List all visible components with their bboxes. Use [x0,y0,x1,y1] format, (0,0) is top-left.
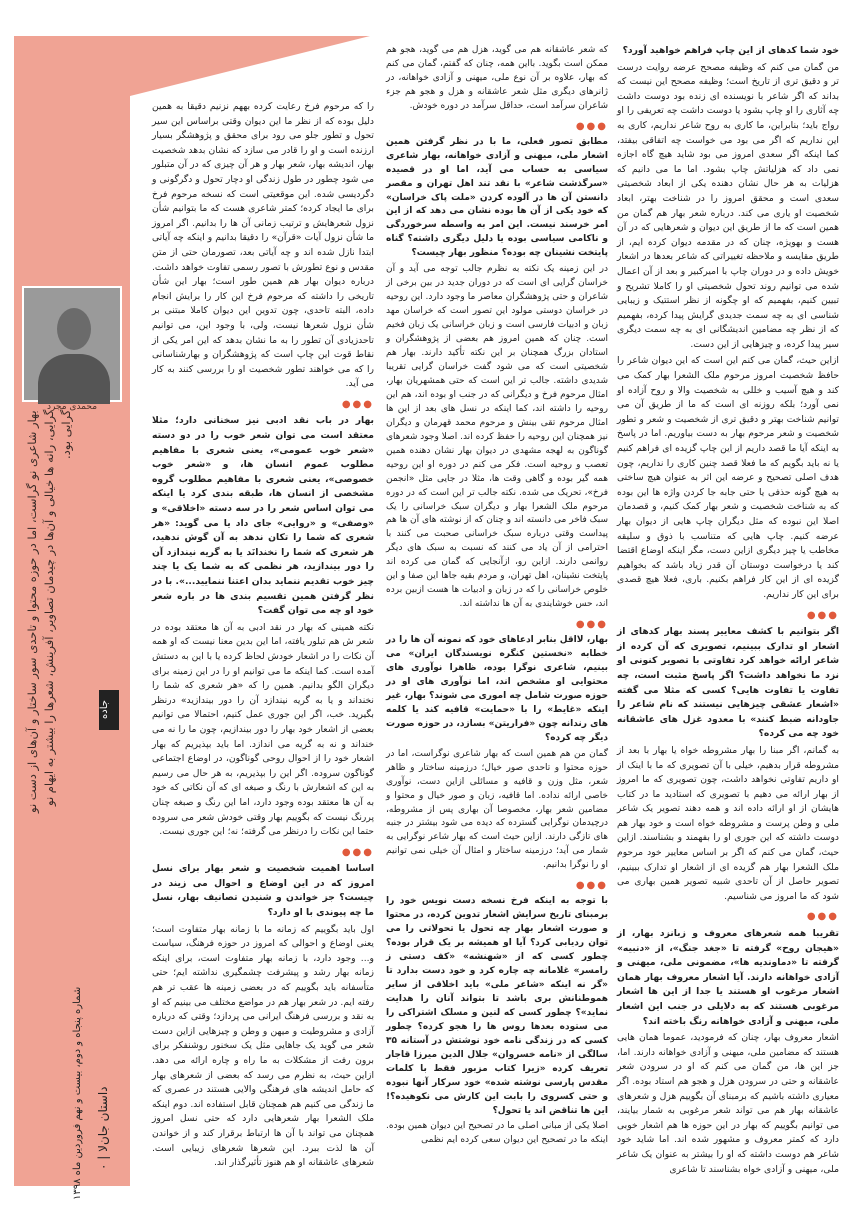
question-heading: اساسا اهمیت شخصیت و شعر بهار برای نسل امروز که در این اوضاع و احوال می زیند در چیست؟ جز خواندن و شنیدن تصانیف بهار، نسل ما چه پیوندی با او دارد؟ [152,863,374,919]
photo-body [38,354,110,404]
question-heading: بهار، لااقل بنابر ادعاهای خود که نمونه آن ها را در خطابه «نخستین کنگره نویسندگان ایران» می بینیم، شاعری نوگرا بوده، ظاهرا نوآوری های محتوایی او مشخص اند، اما نوآوری های او در حوزه صورت شامل چه اموری می شوند؟ بهار، غیر اینکه «غایط» را با «حمایت» قافیه کند یا کلمه های رندانه چون «فراریتن» بسازد، در حوزه صورت دیگر چه کرده؟ [386,635,608,743]
section-dots: ●●● [575,120,608,132]
question-heading: بهار در باب نقد ادبی نیز سخنانی دارد؛ مثلا معتقد است می توان شعر خوب را در دو دسته «شعر خوب عمومی»، یعنی شعری با مفاهیم مطلوب عموم انسان ها، و «شعر خوب خصوصی»، یعنی شعری با مفاهیم مطلوب گروه مشخصی از انسان ها، طبقه بندی کرد یا اینکه می توان اساس شعر را در سه دسته «اخلاقی» و «وصفی» و «روایی» جای داد یا می گوید: «هر شعری که شما را تکان ندهد به آن گوش ندهید، هر شعری که شما را نخندانَد یا به گریه نیندازد آن را دور بیندازید، هر نظمی که به شما یک یا چند چیز خوب تقدیم ننماید بدان اعتنا ننمایید...». با در نظر گرفتن همین تقسیم بندی ها در باره شعر خود او چه می توان گفت؟ [152,415,374,617]
answer-paragraph: به گمانم، اگر مبنا را بهار مشروطه خواه یا بهار با بعد از مشروطه قرار بدهیم، خیلی با آن تصویری که ما با اینک از او داریم تفاوتی نخواهد داشت، چون تصویری که ما امروز از بهار ارائه می دهیم با تصویری که استادید ما در کتاب هایشان از او ارائه داده اند و همه دهند تصویر یک شاعر ملی و وطن پرست و مشروطه خواه است و خود بهار هم دوست داشته که این جوری او را بفهمند و بشناسند. ازاین حیث، گمان می کنم که اگر بر اساس معاییر خود مرحوم ملک الشعرا بهار هم گزیده ای از اشعار او تدارک ببینیم، تصویر حاصل از آن تاحدی شبیه تصویر همین بهاری می شود که ما امروز می شناسیم. [617,744,839,902]
column-1 [617,44,839,1184]
page-number: ۰ [96,1163,110,1170]
section-dots: ●●● [575,880,608,892]
author-photo [22,286,122,402]
question-heading: با توجه به اینکه فرخ نسخه دست نویس خود را برمبنای تاریخ سرایش اشعار تدوین کرده، در محتوا و صورت اشعار بهار چه تحول یا تحولاتی را می توان ردیابی کرد؟ آیا او همیشه بر یک قرار بوده؟ چطور کسی که از «شهنشه» «کف دستی ز رامسر» غلامانه چه چاره کرد و خود دست بدارد تا «گر نه اینکه «شاعر ملی» باید اخلاقی از سایر هموطنانش بری باشد تا بتواند آنان را هدایت نماید»؟ چطور کسی که لنین و مسلک اشتراکی را می ستوده بعدها روس ها را هجو کرده؟ چطور کسی که در زندگی نامه خود نوشتش در آستانه ۳۵ سالگی از «نامه خسروان» جلال الدین میرزا قاجار تعریف کرده «زیرا کتاب مزبور فقط با کلمات مقدس پارسی نوشته شده» خود سرکار آنها نبوده و حتی کسروی را بابت این کارش می نکوهیده؟! این ها تناقض اند یا تحول؟ [386,896,608,1116]
section-name: داستان جان‌لا [96,1086,110,1152]
answer-paragraph: اول باید بگوییم که زمانه ما با زمانه بهار متفاوت است؛ یعنی اوضاع و احوالی که امروز در حوزه فرهنگ، سیاست و... وجود دارد، با زمانه بهار متفاوت است، برای اینکه زمانه بهار رشد و پیشرفت چشمگیری نداشته ایم؛ حتی متأسفانه باید بگوییم که در بعضی زمینه ها عقب تر هم رفته ایم. در شعر بهار هم در مواضع مختلف می بینیم که او به نقد و بررسی فرهنگ ایرانی می پردازد؛ وقتی که درباره آزادی و مشروطیت و میهن و وطن و چیزهایی ازاین دست شعر می گوید یک جاهایی مثل یک سخنور روشنفکر برای برون رفت از مشکلات به ما راه و چاره ارائه می دهد. ازاین حیث، به نظرم می رسد که بعضی از شعرهای بهار که حامل اندیشه های فرهنگی والایی هستند در عصری که ما زندگی می کنیم هم همچنان قابل استفاده اند. دوم اینکه ملک الشعرا بهار شعرهایی دارد که حتی نسل امروز همچنان می تواند با آن ها ارتباط برقرار کند و از خواندن آن ها لذت ببرد. این شعرها شعرهای زیبایی است. شعرهای عاشقانه او هم هنوز تأثیرگذار اند. [152,923,374,1169]
answer-paragraph: را که مرحوم فرخ رعایت کرده بههم نزنیم دقیقا به همین دلیل بوده که از نظر ما این دیوان وقتی براساس این سیر تحول و تطور جلو می رود برای محقق و پژوهشگر بسیار ارزنده است و او را قادر می سازد که نشان بدهد شخصیت بهار، اندیشه بهار، شعر بهار و هر آن چیزی که در آن متبلور می شود چطور در طول زندگی او دچار تحول و دگرگونی و دگردیسی شده. این موقعیتی است که نسخه مرحوم فرخ برای ما ایجاد کرده؛ کمتر شاعری هست که ما بتوانیم شأن نزول شعرهایش و ترتیب زمانی آن ها را بدانیم. اگر امروز ما شأن نزول آیات «قرآن» را دقیقا بدانیم و اینکه چه آیاتی ابتدا نازل شده اند و چه آیاتی بعد، تصورمان حتی از متن مقدس و نوع تطورش با تصور رسمی تفاوت خواهد داشت. درباره دیوان بهار هم همین طور است؛ بهار این شأن تاریخی را داشته که مرحوم فرخ این کار را برایش انجام داده، البته تاحدی، چون تدوین این دیوان کاملا مبتنی بر شأن نزول شعرها نیست، ولی، با وجود این، می توانیم تاحدزیادی آن تطور را به ما نشان بدهد که این امر یکی از نقاط قوت این چاپ است که پژوهشگران و بهارشناسانی را که می خواهند تطور شخصیت او را بررسی کنند به کار می آید. [152,101,374,390]
section-title: ۰ | داستان جان‌لا [96,1086,110,1170]
photo-head [57,308,91,350]
section-dots: ●●● [806,609,839,621]
question-heading: تقریبا همه شعرهای معروف و زبانزد بهار، از «هیجان روح» گرفته تا «جغد جنگ»، از «دنبیه» گرفته تا «دماوندیه ها»، مضمونی ملی، میهنی و آزادی خواهانه دارند. آیا اشعار معروف بهار همان اشعار مرغوب او هستند یا جدا از این ها اشعار مرغوبی هستند که به دلایلی در جنب این اشعار ملی، میهنی و آزادی خواهانه رنگ باخته اند؟ [617,928,839,1027]
answer-paragraph: اصلا یکی از مبانی اصلی ما در تصحیح این دیوان همین بوده. اینکه ما در تصحیح این دیوان سعی کرده ایم نظمی [386,1121,608,1146]
magazine-logo: جاده [99,690,119,730]
section-dots: ●●● [341,846,374,858]
question-heading: مطابق تصور فعلی، ما با در نظر گرفتن همین اشعار ملی، میهنی و آزادی خواهانه، بهار شاعری سیاسی به حساب می آید، اما او در قصیده «سرگذشت شاعر» با نقد تند اهل تهران و مقصر دانستن آن ها در آلوده کردن «ملت پاک خراسان» که خود یکی از آن ها بوده نشان می دهد که از این امر خرسند نیست. این امر به واسطه سرخوردگی و ناکامی سیاسی بوده یا دلیل دیگری داشته؟ گناه پایتخت نشینان چه بوده؟ منظور بهار چیست؟ [386,136,608,259]
column-2 [386,44,608,1184]
section-dots: ●●● [806,911,839,923]
pull-quote: بهار شاعری نو گراست، اما در حوزه محتوا و تاحدی سور ساختار و آن‌های از دست نو گرایی، رانه ها خیالی و آن‌ها در چیدمان تصاویر، آفرینش، شعر‌ها را بیشتر به ایهام نو گرایی بود. [25,410,73,813]
answer-paragraph: اشعار معروف بهار، چنان که فرمودید، عموما همان هایی هستند که مضامین ملی، میهنی و آزادی خواهانه دارند. اما، جز این ها، من گمان می کنم که او در سرودن شعر عاشقانه و حتی در سرودن هزل و هجو هم استاد بوده. اگر معیاری داشته باشیم که برمبنای آن بگوییم هزل و شعرهای عاشقانه بهار هم می تواند شعر مرغوبی به شمار بیایند، می توانیم بگوییم که بهار در این حوزه ها هم اشعار خوبی دارد که کمتر معروف و مشهور شده اند. اما شاید خود شاعر هم دوست داشته که او را بیشتر به عنوان یک شاعر ملی، میهنی و آزادی خواه بشناسند تا شاعری [617,1032,839,1175]
corner-decoration [130,36,370,96]
question-heading: خود شما کدهای از این چاپ فراهم خواهید آورد؟ [622,45,839,56]
answer-paragraph: گمان من هم همین است که بهار شاعری نوگراست، اما در حوزه محتوا و تاحدی صور خیال؛ درزمینه ساختار و ظاهر شعر، مثل وزن و قافیه و مسائلی ازاین دست، نوآوری خاصی ارائه نداده. اما قافیه، زبان و صور خیال و محتوا و مضامین شعر بهار، مخصوصا آن بهاری پس از مشروطه، درچیدمان نوگرایی گسترده که دیده می شود بیشتر در جنبه های تازگی دارند. ازاین حیث است که بهار شاعر نوگرایی به شمار می آید؛ درزمینه ساختار و امثال آن خیلی نمی توانیم او را نوگرا بدانیم. [386,748,608,871]
column-3 [152,100,374,1180]
answer-paragraph: من گمان می کنم که وظیفه مصحح عرضه روایت درست تر و دقیق تری از تاریخ است؛ وظیفه مصحح این نیست که بداند که اگر شاعر با نویسنده ای زنده بود دوست داشت چه آثاری را او چاپ بشود یا دوست داشت چه تعریفی را او رواج باید؛ بنابراین، ما کاری به روح شاعر نداریم، کاری به این نداریم که اگر می بود می خواست چه اتفاقی بیفتد، کما اینکه اگر سعدی امروز می بود شاید هیچ گاه اجازه نمی داد که هزلیاتش چاپ بشود. اما ما می دانیم که هزلیات به هر حال نشان دهنده یکی از ابعاد شخصیتی سعدی است و محقق امروز را در شناخت بهتر، ابعاد شخصیت او یاری می کند. درباره شعر بهار هم گمان من همین است که ما از طریق این دیوان و شعرهایی که در آن هست و بهویژه، چنان که در مقدمه دیوان کرده ایم، از طریق مقایسه و ملاحظه تغییراتی که شاعر بعدها در اشعار خویش داده و در دوران چاپ با امیرکبیر و بعد از آن اعمال شده می توانیم روند تحول شخصیتی او را کاملا تشریح و تبیین کنیم، بفهمیم که او چگونه از نظر استتیک و زیبایی شناسی ای به چه سمت جدیدی گرایش پیدا کرده، بفهمیم که از نظر چه مضامین اندیشگانی ای به چه سمت دیگری سیر پیدا کرده، و چیزهایی از این دست. [617,61,839,350]
answer-paragraph: که شعر عاشقانه هم می گوید، هزل هم می گوید، هجو هم ممکن است بگوید. بااین همه، چنان که گفتم، گمان می کنم که بهار، علاوه بر آن نوع ملی، میهنی و آزادی خواهانه، در ژانرهای دیگری مثل شعر عاشقانه و هزل و هجو هم جزء شاعران سرآمد است، حداقل سرآمد در دوره خودش. [386,45,608,111]
section-dots: ●●● [341,398,374,410]
answer-paragraph: ازاین حیث، گمان می کنم این است که این دیوان شاعر را حافظ شخصیت امروز مرحوم ملک الشعرا بهار کمک می کند و هیچ آسیب و خللی به شخصیت والا و روح آزاده او نمی آورد؛ بلکه روزنه ای است که ما از طریق آن می توانیم شناخت بهتر و دقیق تری از شخصیت و شعر و تطور شخصیت و شعر مرحوم بهار به دست بیاوریم. اما در پاسخ به اینکه آیا ما قصد داریم از این چاپ گزیده ای فراهم کنیم یا نه باید بگویم که ما فعلا قصد چنین کاری را نداریم، چون هدف اصلی تصحیح و عرضه این اثر به عنوان هیچ ساختی به هیچ گونه حذفی یا حتی جابه جا کردن واژه ها این بوده که به شناخت شخصیت و شعر بهار کمک کنیم، و قصدمان اصلا این نبوده که مثل دیگران چاپ هایی از دیوان بهار عرضه کنیم. چاپ هایی که متناسب با ذوق و سلیقه مخاطب یا چیز دیگری ازاین دست، مگر اینکه اوضاع اقتضا کند یا درخواست دوستان آن قدر زیاد باشد که بخواهیم گزیده ای از این کار فراهم بکنیم. باری، فعلا هیچ قصدی برای این کار نداریم. [617,355,839,600]
author-name: محمدی مجرد [46,402,98,412]
question-heading: اگر بتوانیم با کشف معاییر پسند بهار کدهای از اشعار او تدارک ببینیم، تصویری که آن کرده از شاعر ارائه خواهد کرد تفاوتی با تصویر کنونی او نزد ما نخواهد داشت؟ اگر پاسخ مثبت است، چه تفاوت یا تفاوت هایی؟ کسی که مثلا می گفته «اشعار عشقی چیزهایی نیستند که نام شاعر را جاودانه ضبط کنند» با معدود غزل های عاشقانه خود چه می کرده؟ [617,626,839,740]
answer-paragraph: نکته همینی که بهار در نقد ادبی به آن ها معتقد بوده در شعر ش هم تبلور یافته، اما این بدین معنا نیست که او همه آن نکات را در اشعار خودش لحاظ کرده یا با این به دستش آمده است. کما اینکه ما می توانیم او را در این زمینه برای دیگران الگو بدانیم. همین را که «هر شعری که شما را نخنداند و یا به گریه نیندازد آن را دور بیندازید» درنظر بگیرید. خب، اگر این جوری عمل کنیم، احتمالا می توانیم بعضی از اشعار خود بهار را دور بیندازیم، چون ما را نه می خنداند و نه به گریه می اندازد. اما باید بپذیریم که بهار اشعار خود را از احوال روحی گوناگون، در اوضاع اجتماعی گوناگون سروده. اگر این را بپذیریم، به هر حال می رسیم به این که اشعارش با رنگ و صبغه ای که آن نکاتی که خود به آن ها معتقد بوده وجود دارد، اما این رنگ و صبغه چنان پررنگ نیست که بگوییم بهار وقتی خودش شعر می سروده حتما این نکات را درنظر می گرفته؛ نه؛ این جوری نیست. [152,621,374,838]
answer-paragraph: در این زمینه یک نکته به نظرم جالب توجه می آید و آن خراسان گرایی ای است که در دوران جدید در بین برخی از شاعران و حتی پژوهشگران معاصر ما وجود دارد. این روحیه در خراسان دوستی مولود این تصور است که خراسان مهد زبان و ادبیات فارسی است و زبان خراسانی یک زبان فخیم است. چنان که همین امروز هم بعضی از پژوهشگران و استادان بزرگ همچنان بر این نکته تأکید دارند. بهار هم شخصیتی است که می شود گفت خراسان گرایی تقریبا شدیدی داشته. جالب تر این است که حتی همشهریان بهار، امثال مرحوم فرخ و دیگرانی که در جنب او بوده اند، هم این روحیه را داشته اند، کما اینکه در نسل های بعد از این ها امثال مرحوم تقی بینش و مرحوم محمد قهرمان و دیگران نیز همچنان این روحیه را حفظ کرده اند. اصلا وجود شعرهای گوناگون به لهجه مشهدی در دیوان بهار نشان دهنده همین تعصب و روحیه است. فکر می کنم در دوره او این روحیه همه گیر بوده و گاهی وقت ها، مثلا در جایی مثل «انجمن فرخ»، تحریک می شده. نکته جالب تر این است که در دوره مرحوم ملک الشعرا بهار و دیگران سبک خراسانی را یک سبک فاخر می دانسته اند و چنان که از نوشته های آن ها هم پیداست وقتی درباره سبک خراسانی صحبت می کنند با احترامی از آن یاد می کنند که نسبت به سبک های دیگر روانمی دارند. ازاین رو، ازآنجایی که گمان می کرده اند پایتخت نشینان، اهل تهران، و مردم بقیه جاها این صفا و این خلوص خراسانی را که در زبان و ادبیات ها هست ازبین برده اند، حس خوشایندی به آن ها نداشته اند. [386,264,608,610]
issue-info: شماره پنجاه و دوم، بیست و نهم فروردین ماه ۱۳۹۸ [72,986,83,1200]
section-dots: ●●● [575,619,608,631]
